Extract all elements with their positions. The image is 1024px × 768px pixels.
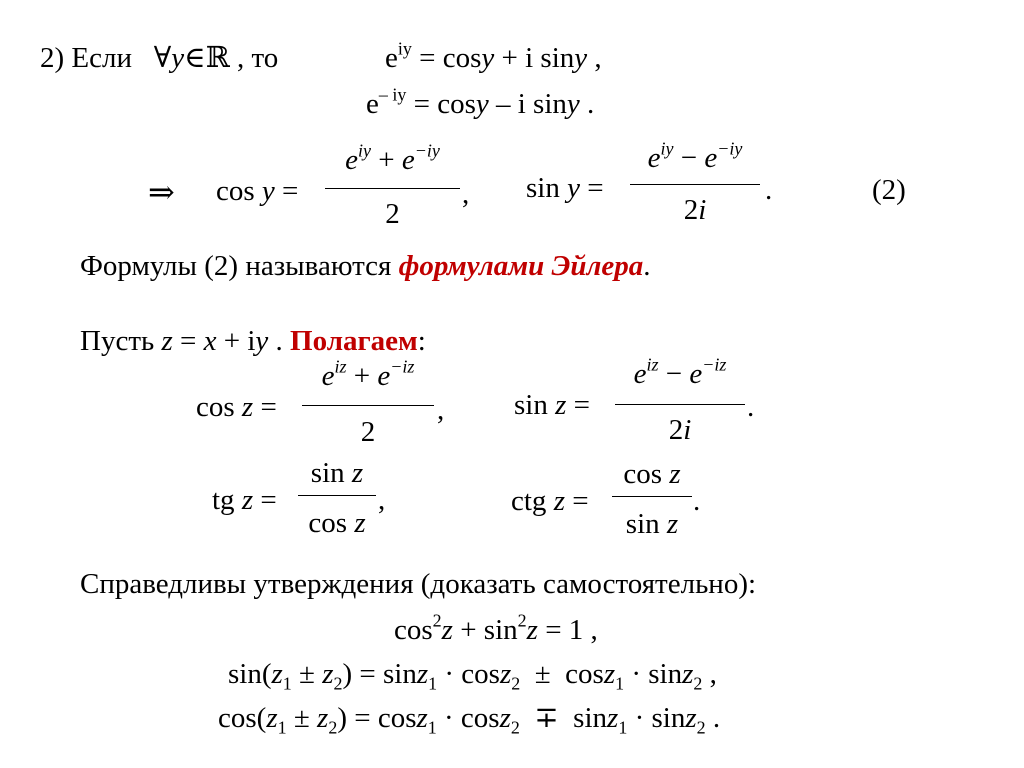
forall-symbol: ∀ bbox=[153, 42, 172, 74]
euler-identity-negative: $e^{- iy} = \cos y - i$ siny . bbox=[366, 84, 595, 120]
sin-z-fraction: $e^{iz} - e^{-iz}$ 2i bbox=[615, 356, 745, 451]
fraction-bar bbox=[630, 184, 760, 185]
we-set-highlight: Полагаем bbox=[290, 325, 418, 357]
statements-sentence: Справедливы утверждения (доказать самостоятельно): bbox=[80, 568, 757, 600]
element-of-symbol: ∈ bbox=[184, 42, 206, 74]
sin-y-fraction: $e^{iy} - e^{-iy}$ 2i bbox=[630, 138, 760, 233]
fraction-bar bbox=[325, 188, 460, 189]
euler-formulas-highlight: формулами Эйлера bbox=[398, 250, 644, 282]
fraction-bar bbox=[298, 495, 376, 496]
euler-formulas-sentence: Формулы (2) называются формулами Эйлера. bbox=[80, 250, 651, 282]
cos-z-fraction: $e^{iz} + e^{-iz}$ 2 bbox=[302, 358, 434, 453]
euler-identity-positive: $e^{iy} = \cos y + i$ siny , bbox=[385, 38, 602, 74]
ctg-z-fraction: cos z sin z bbox=[612, 456, 692, 546]
ctg-z-lhs: ctg z = bbox=[511, 485, 589, 517]
cos-z-lhs: cos z = bbox=[196, 391, 277, 423]
tg-z-lhs: tg z = bbox=[212, 484, 277, 516]
slide: 2) Если ∀y∈ℝ , то $e^{iy} = \cos y + i$ siny , $e^{- iy} = \cos y - i$ siny . ⇒ cos y = $e^{iy} + e^{-iy}$ 2 , sin y = $e^{iy} - e^{-iy}$ 2i . (2) Формулы (2) называются формулами Эйлера. Пусть z = x + iy . Полагаем: cos z = $e^{iz} + e^{-iz}$ 2 , sin z = $e^{iz} - e^{-iz}$ 2i . tg z = sin z cos z , ctg z = cos z sin z . Справедливы утверждения (доказать самостоятельно): $\cos^2z + \sin^2z = 1$ , $\sin(z_1 \pm z_2) = \sin z_1 \cdot \cos z_2 \pm \cos z_1 \cdot \sin z_2$ , $\cos(z_1 \pm z_2) = \cos z_1 \cdot \cos z_2 \mp \sin z_1 \cdot \sin z_2$ . bbox=[40, 38, 906, 738]
cos-y-fraction: $e^{iy} + e^{-iy}$ 2 bbox=[325, 140, 460, 235]
let-z-sentence: Пусть z = x + iy . Полагаем: bbox=[80, 325, 426, 357]
implies-symbol: ⇒ bbox=[148, 174, 175, 210]
sin-y-lhs: sin y = bbox=[526, 172, 604, 204]
reals-symbol: ℝ bbox=[205, 42, 230, 74]
equation-label: (2) bbox=[872, 174, 906, 206]
cos-sum-identity: $\cos(z_1 \pm z_2) = \cos z_1 \cdot \cos z_2 \mp \sin z_1 \cdot \sin z_2$ . bbox=[218, 702, 721, 738]
cos-y-lhs: cos y = bbox=[216, 175, 299, 207]
sin-z-lhs: sin z = bbox=[514, 389, 590, 421]
sin-sum-identity: $\sin(z_1 \pm z_2) = \sin z_1 \cdot \cos z_2 \pm \cos z_1 \cdot \sin z_2$ , bbox=[228, 658, 717, 694]
fraction-bar bbox=[612, 496, 692, 497]
tg-z-fraction: sin z cos z bbox=[298, 455, 376, 545]
fraction-bar bbox=[302, 405, 434, 406]
fraction-bar bbox=[615, 404, 745, 405]
line-if-forall: 2) Если ∀y∈ℝ , то bbox=[40, 42, 279, 74]
pythagorean-identity: $\cos^2z + \sin^2z = 1$ , bbox=[394, 610, 598, 646]
